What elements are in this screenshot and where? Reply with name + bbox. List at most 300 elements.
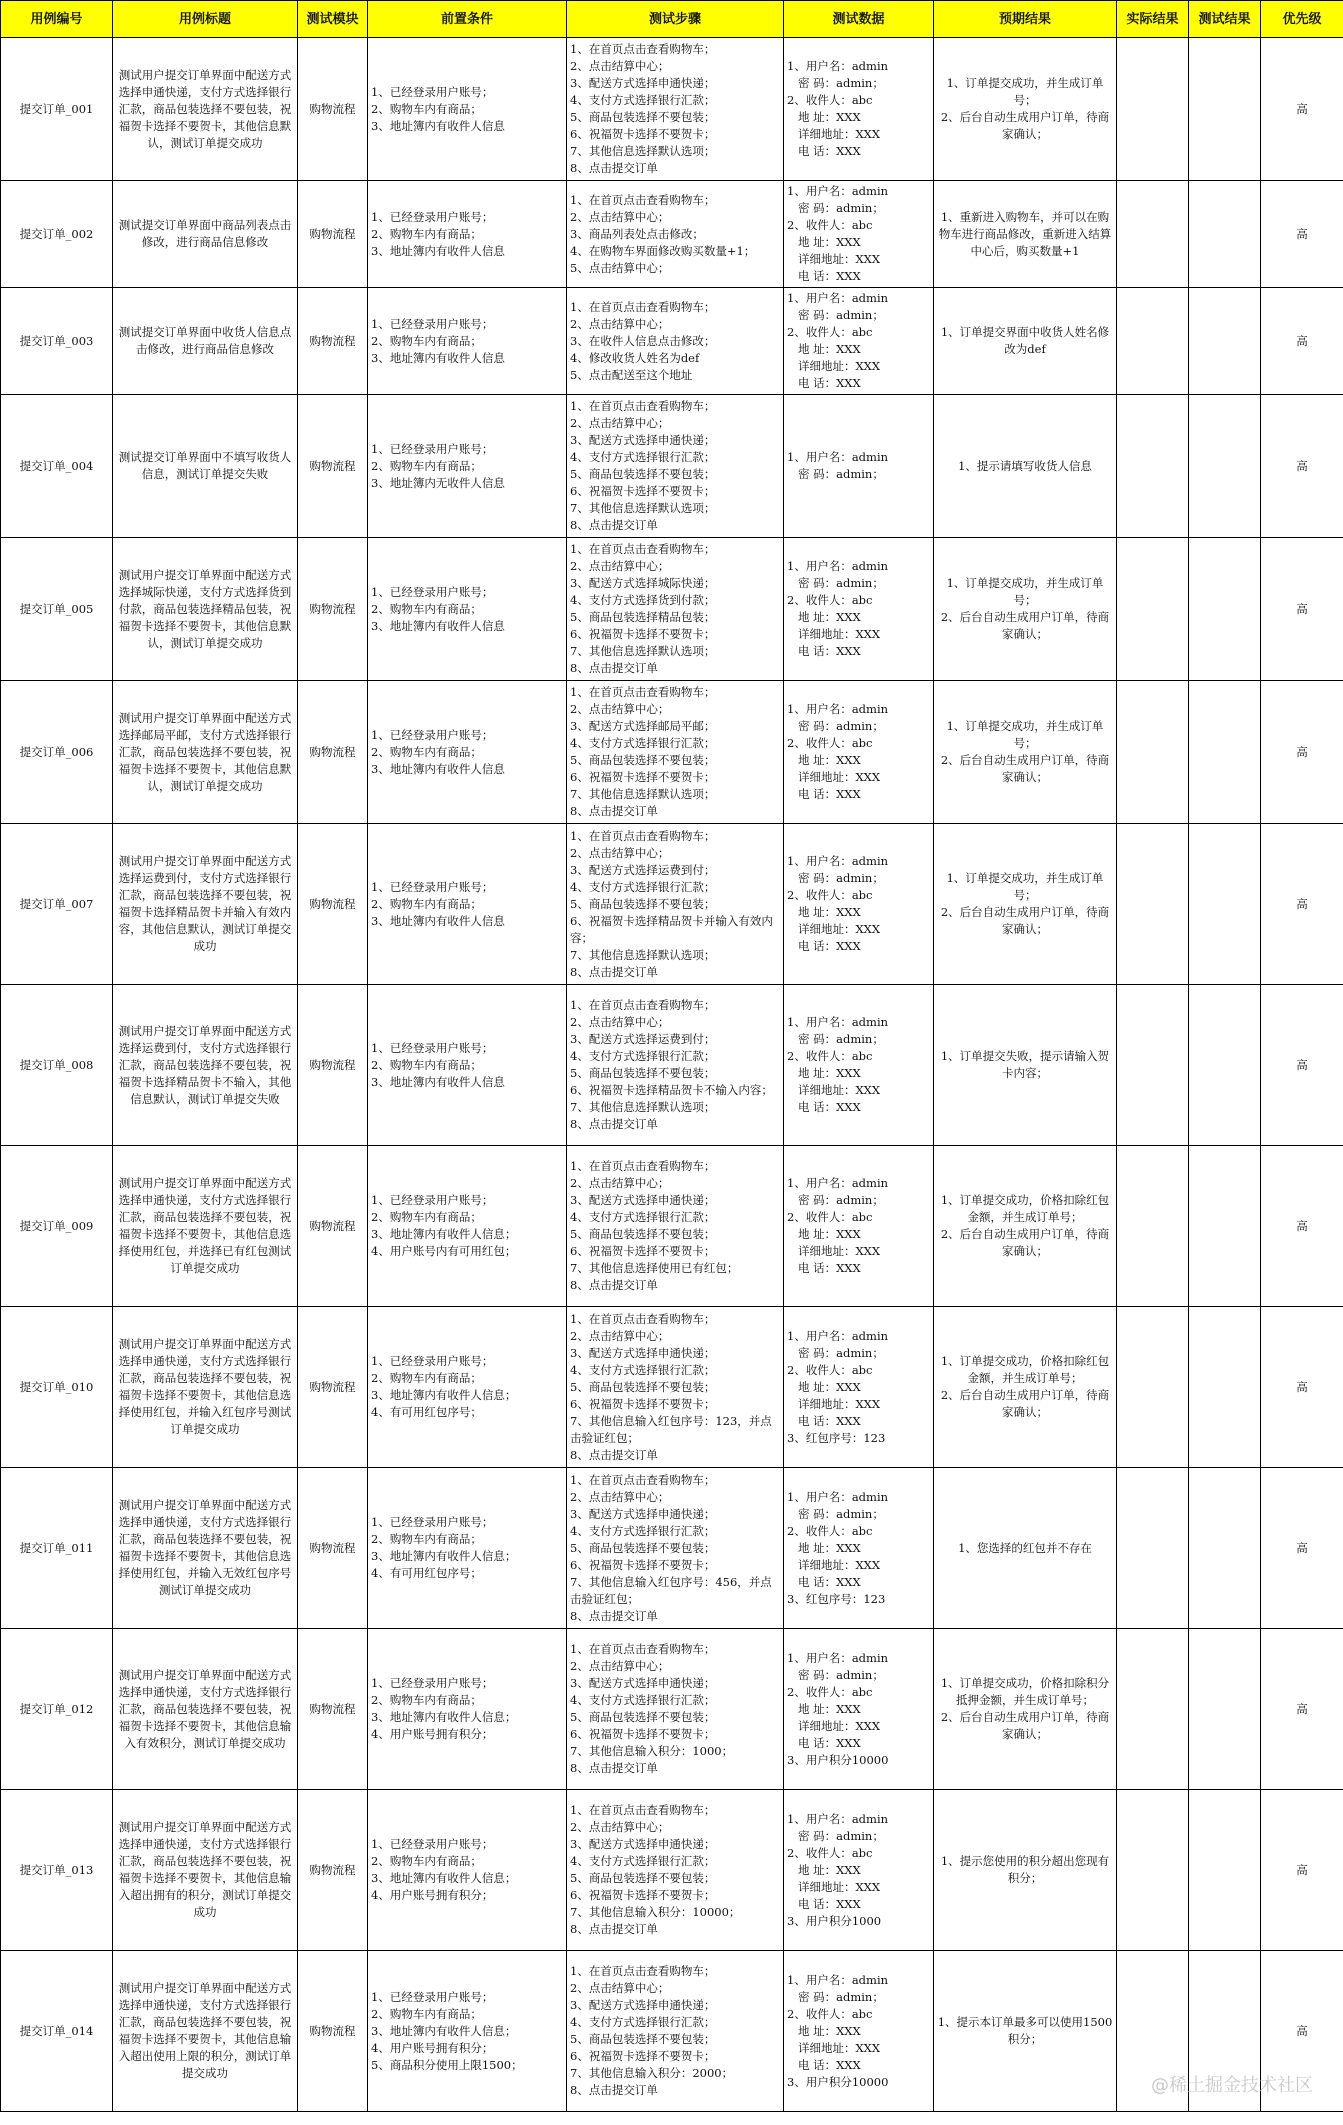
steps-cell-line: 3、在收件人信息点击修改； — [570, 333, 716, 348]
steps-cell-line: 1、在首页点击查看购物车； — [570, 1472, 716, 1487]
precondition-cell-line: 3、地址簿内有收件人信息 — [371, 1074, 505, 1089]
case-title-cell — [113, 1951, 298, 2112]
steps-cell-line: 2、点击结算中心； — [570, 1489, 670, 1504]
expected-result-cell-line: 2、后台自动生成用户订单，待商家确认； — [940, 610, 1110, 641]
test-data-cell-line: 密 码：admin； — [787, 1989, 884, 2004]
table-row — [1, 1468, 1343, 1629]
test-data-cell-line: 地 址：XXX — [787, 1066, 861, 1080]
precondition-cell-line: 4、用户账号内有可用红包； — [371, 1244, 517, 1258]
test-data-cell-line: 1、用户名：admin — [787, 702, 889, 716]
precondition-cell-line: 3、地址簿内有收件人信息 — [371, 913, 505, 928]
precondition-cell-line: 2、购物车内有商品； — [371, 1532, 482, 1546]
steps-cell-line: 5、商品包装选择精品包装； — [570, 610, 716, 624]
precondition-cell-line: 1、已经登录用户账号； — [371, 1193, 494, 1207]
precondition-cell-line: 1、已经登录用户账号； — [371, 209, 494, 224]
expected-result-cell-line: 1、订单提交成功，价格扣除红包金额，并生成订单号； — [940, 1354, 1110, 1385]
test-data-cell-line: 密 码：admin； — [787, 201, 884, 215]
test-data-cell-line: 1、用户名：admin — [787, 1489, 889, 1504]
table-row — [1, 1790, 1343, 1951]
steps-cell-line: 2、点击结算中心； — [570, 702, 670, 716]
case-title-cell — [113, 1307, 298, 1468]
case-id-cell: 提交订单_011 — [1, 1468, 113, 1629]
test-data-cell-line: 详细地址：XXX — [787, 627, 881, 641]
test-data-cell-line: 密 码：admin； — [787, 467, 884, 481]
test-data-cell-line: 2、收件人：abc — [787, 1049, 873, 1063]
test-data-cell-line: 密 码：admin； — [787, 1193, 884, 1207]
test-data-cell — [784, 1468, 934, 1629]
test-data-cell-line: 2、收件人：abc — [787, 93, 873, 107]
test-result-cell — [1189, 538, 1261, 681]
steps-cell-line: 5、点击配送至这个地址 — [570, 367, 693, 382]
test-data-cell-line: 电 话：XXX — [787, 144, 861, 158]
test-result-cell — [1189, 1307, 1261, 1468]
test-data-cell-line: 1、用户名：admin — [787, 1015, 889, 1029]
precondition-cell-line: 3、地址簿内有收件人信息 — [371, 761, 505, 776]
expected-result-cell-line: 2、后台自动生成用户订单，待商家确认； — [940, 1227, 1110, 1258]
steps-cell — [567, 985, 784, 1146]
steps-cell-line: 1、在首页点击查看购物车； — [570, 1642, 716, 1656]
watermark: @稀土掘金技术社区 — [1151, 2075, 1313, 2096]
precondition-cell-line: 2、购物车内有商品； — [371, 601, 482, 616]
precondition-cell-line: 4、有可用红包序号； — [371, 1566, 482, 1580]
test-data-cell-line: 电 话：XXX — [787, 644, 861, 658]
steps-cell-line: 1、在首页点击查看购物车； — [570, 399, 716, 413]
steps-cell-line: 7、其他信息选择默认选项； — [570, 644, 716, 658]
module-cell: 购物流程 — [298, 985, 368, 1146]
test-data-cell — [784, 1629, 934, 1790]
steps-cell-line: 3、配送方式选择申通快递； — [570, 1193, 716, 1207]
steps-cell-line: 2、点击结算中心； — [570, 1981, 670, 1995]
steps-cell-line: 6、祝福贺卡选择不要贺卡； — [570, 1727, 716, 1741]
test-data-cell-line: 2、收件人：abc — [787, 1845, 873, 1860]
header-cell: 实际结果 — [1117, 1, 1189, 38]
precondition-cell-line: 4、有可用红包序号； — [371, 1405, 482, 1419]
priority-cell: 高 — [1261, 1468, 1343, 1629]
table-row — [1, 1307, 1343, 1468]
steps-cell-line: 8、点击提交订单 — [570, 661, 658, 675]
case-title-text: 测试用户提交订单界面中配送方式选择申通快递，支付方式选择银行汇款，商品包装选择不要包装，祝福贺卡选择不要贺卡，其他信息选择使用红包，并输入无效红包序号测试订单提交成功 — [118, 1498, 292, 1597]
module-cell: 购物流程 — [298, 681, 368, 824]
steps-cell-line: 4、支付方式选择银行汇款； — [570, 2015, 716, 2029]
steps-cell-line: 3、商品列表处点击修改； — [570, 226, 704, 241]
steps-cell-line: 5、商品包装选择不要包装； — [570, 896, 716, 911]
steps-cell-line: 6、祝福贺卡选择不要贺卡； — [570, 127, 716, 141]
steps-cell-line: 5、商品包装选择不要包装； — [570, 1379, 716, 1394]
test-data-cell-line: 1、用户名：admin — [787, 854, 889, 868]
steps-cell-line: 7、其他信息输入积分：1000； — [570, 1744, 734, 1758]
test-data-cell — [784, 1307, 934, 1468]
test-result-cell — [1189, 1790, 1261, 1951]
test-result-cell — [1189, 681, 1261, 824]
precondition-cell-line: 3、地址簿内有收件人信息； — [371, 1227, 517, 1241]
precondition-cell — [368, 538, 567, 681]
test-data-cell-line: 电 话：XXX — [787, 1413, 861, 1428]
steps-cell — [567, 1146, 784, 1307]
precondition-cell-line: 1、已经登录用户账号； — [371, 727, 494, 742]
precondition-cell-line: 2、购物车内有商品； — [371, 101, 482, 116]
steps-cell — [567, 1951, 784, 2112]
test-data-cell-line: 地 址：XXX — [787, 110, 861, 124]
test-data-cell — [784, 1790, 934, 1951]
test-data-cell-line: 电 话：XXX — [787, 2057, 861, 2072]
steps-cell-line: 5、商品包装选择不要包装； — [570, 1710, 716, 1724]
steps-cell-line: 4、支付方式选择货到付款； — [570, 593, 716, 607]
test-data-cell-line: 3、用户积分1000 — [787, 1913, 882, 1928]
case-title-text: 测试用户提交订单界面中配送方式选择运费到付，支付方式选择银行汇款，商品包装选择不要包装，祝福贺卡选择精品贺卡不输入，其他信息默认，测试订单提交失败 — [118, 1023, 292, 1106]
expected-result-cell-line: 1、订单提交成功，价格扣除积分抵押金额，并生成订单号； — [940, 1676, 1110, 1707]
test-data-cell-line: 地 址：XXX — [787, 905, 861, 919]
steps-cell — [567, 1307, 784, 1468]
module-cell: 购物流程 — [298, 1307, 368, 1468]
steps-cell-line: 7、其他信息选择使用已有红包； — [570, 1261, 739, 1275]
table-row — [1, 288, 1343, 395]
test-data-cell-line: 电 话：XXX — [787, 787, 861, 801]
test-data-cell-line: 地 址：XXX — [787, 1379, 861, 1394]
steps-cell-line: 8、点击提交订单 — [570, 1761, 658, 1775]
steps-cell-line: 4、支付方式选择银行汇款； — [570, 1210, 716, 1224]
actual-result-cell — [1117, 181, 1189, 288]
expected-result-cell — [934, 1629, 1117, 1790]
steps-cell-line: 6、祝福贺卡选择精品贺卡不输入内容； — [570, 1083, 773, 1097]
test-data-cell-line: 密 码：admin； — [787, 871, 884, 885]
steps-cell-line: 8、点击提交订单 — [570, 161, 658, 175]
case-title-cell — [113, 824, 298, 985]
steps-cell-line: 2、点击结算中心； — [570, 1015, 670, 1029]
actual-result-cell — [1117, 288, 1189, 395]
expected-result-cell-line: 1、订单提交成功，并生成订单号； — [946, 871, 1104, 902]
test-data-cell — [784, 395, 934, 538]
table-row — [1, 1951, 1343, 2112]
steps-cell-line: 3、配送方式选择邮局平邮； — [570, 719, 716, 733]
steps-cell-line: 8、点击提交订单 — [570, 1922, 658, 1936]
steps-cell-line: 4、支付方式选择银行汇款； — [570, 1523, 716, 1538]
steps-cell-line: 1、在首页点击查看购物车； — [570, 1159, 716, 1173]
case-id-cell: 提交订单_014 — [1, 1951, 113, 2112]
case-title-text: 测试用户提交订单界面中配送方式选择邮局平邮，支付方式选择银行汇款，商品包装选择不要包装，祝福贺卡选择不要贺卡，其他信息默认，测试订单提交成功 — [118, 710, 292, 793]
steps-cell-line: 5、商品包装选择不要包装； — [570, 1540, 716, 1555]
expected-result-cell — [934, 395, 1117, 538]
precondition-cell-line: 3、地址簿内有收件人信息 — [371, 350, 505, 365]
case-title-cell — [113, 985, 298, 1146]
test-data-cell-line: 1、用户名：admin — [787, 1972, 889, 1987]
test-data-cell — [784, 288, 934, 395]
precondition-cell — [368, 395, 567, 538]
test-result-cell — [1189, 38, 1261, 181]
priority-cell: 高 — [1261, 38, 1343, 181]
steps-cell-line: 1、在首页点击查看购物车； — [570, 685, 716, 699]
test-data-cell-line: 电 话：XXX — [787, 1896, 861, 1911]
case-title-cell — [113, 395, 298, 538]
test-data-cell-line: 2、收件人：abc — [787, 736, 873, 750]
precondition-cell-line: 1、已经登录用户账号； — [371, 1515, 494, 1529]
steps-cell-line: 1、在首页点击查看购物车； — [570, 828, 716, 843]
module-cell: 购物流程 — [298, 1951, 368, 2112]
precondition-cell — [368, 1146, 567, 1307]
test-data-cell — [784, 181, 934, 288]
test-data-cell-line: 1、用户名：admin — [787, 1328, 889, 1343]
precondition-cell — [368, 1468, 567, 1629]
test-data-cell-line: 地 址：XXX — [787, 610, 861, 624]
steps-cell — [567, 288, 784, 395]
priority-cell: 高 — [1261, 681, 1343, 824]
expected-result-cell-line: 1、订单提交成功，并生成订单号； — [946, 719, 1104, 750]
case-title-cell — [113, 38, 298, 181]
precondition-cell-line: 1、已经登录用户账号； — [371, 1989, 494, 2004]
test-data-cell-line: 2、收件人：abc — [787, 1210, 873, 1224]
case-id-cell: 提交订单_004 — [1, 395, 113, 538]
case-title-cell — [113, 1468, 298, 1629]
expected-result-cell-line: 1、订单提交成功，并生成订单号； — [946, 76, 1104, 107]
test-data-cell-line: 1、用户名：admin — [787, 1811, 889, 1826]
steps-cell-line: 3、配送方式选择申通快递； — [570, 1345, 716, 1360]
expected-result-cell-line: 1、提示本订单最多可以使用1500积分； — [937, 2015, 1113, 2046]
test-data-cell-line: 电 话：XXX — [787, 1261, 861, 1275]
precondition-cell — [368, 1629, 567, 1790]
test-data-cell — [784, 38, 934, 181]
actual-result-cell — [1117, 681, 1189, 824]
test-data-cell-line: 详细地址：XXX — [787, 359, 881, 373]
test-data-cell-line: 2、收件人：abc — [787, 218, 873, 232]
test-data-cell-line: 详细地址：XXX — [787, 770, 881, 784]
header-cell: 前置条件 — [368, 1, 567, 38]
module-cell: 购物流程 — [298, 824, 368, 985]
steps-cell-line: 8、点击提交订单 — [570, 1117, 658, 1131]
test-data-cell-line: 地 址：XXX — [787, 2023, 861, 2038]
test-data-cell — [784, 824, 934, 985]
test-result-cell — [1189, 1146, 1261, 1307]
precondition-cell — [368, 985, 567, 1146]
module-cell: 购物流程 — [298, 288, 368, 395]
case-title-text: 测试提交订单界面中不填写收货人信息，测试订单提交失败 — [118, 450, 292, 481]
expected-result-cell — [934, 1146, 1117, 1307]
test-data-cell-line: 密 码：admin； — [787, 308, 884, 322]
precondition-cell-line: 2、购物车内有商品； — [371, 1057, 482, 1072]
precondition-cell-line: 3、地址簿内有收件人信息 — [371, 618, 505, 633]
module-cell: 购物流程 — [298, 181, 368, 288]
actual-result-cell — [1117, 395, 1189, 538]
steps-cell — [567, 824, 784, 985]
priority-cell: 高 — [1261, 1951, 1343, 2112]
expected-result-cell-line: 1、您选择的红包并不存在 — [958, 1540, 1092, 1555]
steps-cell-line: 3、配送方式选择城际快递； — [570, 576, 716, 590]
test-data-cell-line: 电 话：XXX — [787, 269, 861, 283]
expected-result-cell-line: 2、后台自动生成用户订单，待商家确认； — [940, 905, 1110, 936]
precondition-cell-line: 1、已经登录用户账号； — [371, 316, 494, 331]
case-title-text: 测试提交订单界面中收货人信息点击修改，进行商品信息修改 — [118, 325, 292, 356]
steps-cell-line: 6、祝福贺卡选择不要贺卡； — [570, 770, 716, 784]
expected-result-cell — [934, 985, 1117, 1146]
test-data-cell-line: 地 址：XXX — [787, 1862, 861, 1877]
steps-cell-line: 2、点击结算中心； — [570, 1820, 670, 1834]
header-cell: 测试模块 — [298, 1, 368, 38]
precondition-cell-line: 2、购物车内有商品； — [371, 896, 482, 911]
test-result-cell — [1189, 288, 1261, 395]
test-data-cell-line: 密 码：admin； — [787, 76, 884, 90]
case-id-cell: 提交订单_010 — [1, 1307, 113, 1468]
test-data-cell-line: 电 话：XXX — [787, 376, 861, 390]
steps-cell-line: 4、支付方式选择银行汇款； — [570, 736, 716, 750]
test-data-cell-line: 密 码：admin； — [787, 1506, 884, 1521]
steps-cell-line: 2、点击结算中心； — [570, 559, 670, 573]
steps-cell-line: 5、商品包装选择不要包装； — [570, 1066, 716, 1080]
test-data-cell-line: 2、收件人：abc — [787, 2006, 873, 2021]
module-cell: 购物流程 — [298, 538, 368, 681]
expected-result-cell — [934, 181, 1117, 288]
actual-result-cell — [1117, 985, 1189, 1146]
steps-cell-line: 5、商品包装选择不要包装； — [570, 110, 716, 124]
steps-cell-line: 1、在首页点击查看购物车； — [570, 542, 716, 556]
test-data-cell-line: 地 址：XXX — [787, 1227, 861, 1241]
steps-cell-line: 3、配送方式选择运费到付； — [570, 862, 716, 877]
precondition-cell — [368, 681, 567, 824]
steps-cell-line: 4、支付方式选择银行汇款； — [570, 1362, 716, 1377]
precondition-cell-line: 3、地址簿内无收件人信息 — [371, 475, 505, 490]
steps-cell-line: 2、点击结算中心； — [570, 416, 670, 430]
precondition-cell — [368, 288, 567, 395]
steps-cell-line: 7、其他信息选择默认选项； — [570, 501, 716, 515]
case-title-text: 测试用户提交订单界面中配送方式选择申通快递，支付方式选择银行汇款，商品包装选择不要包装，祝福贺卡选择不要贺卡，其他信息默认，测试订单提交成功 — [118, 67, 292, 150]
test-data-cell-line: 地 址：XXX — [787, 1540, 861, 1555]
expected-result-cell-line: 2、后台自动生成用户订单，待商家确认； — [940, 753, 1110, 784]
test-data-cell-line: 密 码：admin； — [787, 719, 884, 733]
steps-cell-line: 6、祝福贺卡选择不要贺卡； — [570, 2049, 716, 2063]
steps-cell — [567, 395, 784, 538]
steps-cell-line: 7、其他信息输入红包序号：456，并点击验证红包； — [570, 1574, 772, 1606]
module-cell: 购物流程 — [298, 395, 368, 538]
test-data-cell-line: 地 址：XXX — [787, 753, 861, 767]
precondition-cell-line: 1、已经登录用户账号； — [371, 441, 494, 456]
case-id-cell: 提交订单_001 — [1, 38, 113, 181]
steps-cell-line: 5、商品包装选择不要包装； — [570, 2032, 716, 2046]
precondition-cell-line: 2、购物车内有商品； — [371, 744, 482, 759]
case-id-cell: 提交订单_008 — [1, 985, 113, 1146]
module-cell: 购物流程 — [298, 1146, 368, 1307]
steps-cell — [567, 1629, 784, 1790]
test-data-cell-line: 密 码：admin； — [787, 1667, 884, 1682]
steps-cell-line: 1、在首页点击查看购物车； — [570, 998, 716, 1012]
test-data-cell-line: 电 话：XXX — [787, 1100, 861, 1114]
case-title-cell — [113, 538, 298, 681]
priority-cell: 高 — [1261, 1629, 1343, 1790]
expected-result-cell — [934, 1790, 1117, 1951]
precondition-cell-line: 2、购物车内有商品； — [371, 1693, 482, 1707]
steps-cell-line: 5、商品包装选择不要包装； — [570, 1871, 716, 1885]
steps-cell-line: 7、其他信息选择默认选项； — [570, 144, 716, 158]
case-title-text: 测试用户提交订单界面中配送方式选择申通快递，支付方式选择银行汇款，商品包装选择不要包装，祝福贺卡选择不要贺卡，其他信息输入有效积分，测试订单提交成功 — [118, 1667, 292, 1750]
precondition-cell-line: 1、已经登录用户账号； — [371, 879, 494, 894]
precondition-cell-line: 4、用户账号拥有积分； — [371, 2040, 494, 2055]
test-data-cell-line: 详细地址：XXX — [787, 1718, 881, 1733]
test-data-cell-line: 详细地址：XXX — [787, 1557, 881, 1572]
expected-result-cell — [934, 538, 1117, 681]
precondition-cell-line: 1、已经登录用户账号； — [371, 584, 494, 599]
steps-cell-line: 1、在首页点击查看购物车； — [570, 1803, 716, 1817]
test-data-cell-line: 密 码：admin； — [787, 576, 884, 590]
header-row — [1, 1, 1343, 38]
expected-result-cell — [934, 1468, 1117, 1629]
test-result-cell — [1189, 824, 1261, 985]
priority-cell: 高 — [1261, 288, 1343, 395]
precondition-cell-line: 4、用户账号拥有积分； — [371, 1727, 494, 1741]
steps-cell-line: 4、在购物车界面修改购买数量+1； — [570, 243, 756, 258]
precondition-cell — [368, 1790, 567, 1951]
steps-cell-line: 7、其他信息输入积分：2000； — [570, 2066, 734, 2080]
precondition-cell-line: 1、已经登录用户账号； — [371, 1354, 494, 1368]
table-row — [1, 38, 1343, 181]
table-body — [1, 38, 1343, 2112]
module-cell: 购物流程 — [298, 1790, 368, 1951]
table-row — [1, 395, 1343, 538]
test-data-cell-line: 电 话：XXX — [787, 939, 861, 953]
case-title-text: 测试用户提交订单界面中配送方式选择申通快递，支付方式选择银行汇款，商品包装选择不要包装，祝福贺卡选择不要贺卡，其他信息输入超出拥有的积分，测试订单提交成功 — [118, 1820, 292, 1919]
case-id-cell: 提交订单_002 — [1, 181, 113, 288]
case-title-text: 测试用户提交订单界面中配送方式选择申通快递，支付方式选择银行汇款，商品包装选择不要包装，祝福贺卡选择不要贺卡，其他信息输入超出使用上限的积分，测试订单提交成功 — [118, 1981, 292, 2080]
steps-cell-line: 4、支付方式选择银行汇款； — [570, 1693, 716, 1707]
steps-cell-line: 8、点击提交订单 — [570, 518, 658, 532]
steps-cell-line: 5、商品包装选择不要包装； — [570, 753, 716, 767]
test-result-cell — [1189, 1629, 1261, 1790]
precondition-cell-line: 2、购物车内有商品； — [371, 333, 482, 348]
steps-cell-line: 1、在首页点击查看购物车； — [570, 1311, 716, 1326]
test-data-cell-line: 2、收件人：abc — [787, 1684, 873, 1699]
steps-cell-line: 3、配送方式选择申通快递； — [570, 1676, 716, 1690]
steps-cell-line: 1、在首页点击查看购物车； — [570, 299, 716, 314]
test-data-cell-line: 电 话：XXX — [787, 1574, 861, 1589]
test-data-cell-line: 详细地址：XXX — [787, 252, 881, 266]
test-data-cell-line: 密 码：admin； — [787, 1032, 884, 1046]
steps-cell-line: 8、点击提交订单 — [570, 804, 658, 818]
precondition-cell-line: 3、地址簿内有收件人信息 — [371, 243, 505, 258]
steps-cell-line: 4、支付方式选择银行汇款； — [570, 879, 716, 894]
table-row — [1, 824, 1343, 985]
test-data-cell-line: 3、红包序号：123 — [787, 1430, 886, 1445]
precondition-cell — [368, 1951, 567, 2112]
case-title-text: 测试用户提交订单界面中配送方式选择申通快递，支付方式选择银行汇款，商品包装选择不要包装，祝福贺卡选择不要贺卡，其他信息选择使用红包，并输入红包序号测试订单提交成功 — [118, 1337, 292, 1436]
test-data-cell-line: 2、收件人：abc — [787, 1362, 873, 1377]
test-result-cell — [1189, 395, 1261, 538]
priority-cell: 高 — [1261, 824, 1343, 985]
actual-result-cell — [1117, 824, 1189, 985]
precondition-cell-line: 1、已经登录用户账号； — [371, 1040, 494, 1055]
steps-cell-line: 4、支付方式选择银行汇款； — [570, 93, 716, 107]
steps-cell-line: 8、点击提交订单 — [570, 964, 658, 979]
expected-result-cell-line: 1、提示您使用的积分超出您现有积分； — [940, 1854, 1110, 1885]
steps-cell-line: 6、祝福贺卡选择不要贺卡； — [570, 1888, 716, 1902]
steps-cell-line: 4、支付方式选择银行汇款； — [570, 450, 716, 464]
test-data-cell-line: 密 码：admin； — [787, 1345, 884, 1360]
precondition-cell-line: 4、用户账号拥有积分； — [371, 1888, 494, 1902]
steps-cell-line: 3、配送方式选择申通快递； — [570, 1837, 716, 1851]
test-data-cell-line: 详细地址：XXX — [787, 2040, 881, 2055]
header-cell: 测试结果 — [1189, 1, 1261, 38]
precondition-cell-line: 1、已经登录用户账号； — [371, 1837, 494, 1851]
priority-cell: 高 — [1261, 1307, 1343, 1468]
test-data-cell-line: 地 址：XXX — [787, 1701, 861, 1716]
header-cell: 用例编号 — [1, 1, 113, 38]
test-data-cell-line: 3、红包序号：123 — [787, 1591, 886, 1606]
module-cell: 购物流程 — [298, 1629, 368, 1790]
test-data-cell-line: 地 址：XXX — [787, 342, 861, 356]
steps-cell-line: 7、其他信息选择默认选项； — [570, 1100, 716, 1114]
steps-cell-line: 8、点击提交订单 — [570, 1447, 658, 1462]
steps-cell-line: 2、点击结算中心； — [570, 1328, 670, 1343]
test-data-cell-line: 1、用户名：admin — [787, 291, 889, 305]
precondition-cell-line: 2、购物车内有商品； — [371, 1210, 482, 1224]
precondition-cell-line: 2、购物车内有商品； — [371, 226, 482, 241]
test-data-cell-line: 详细地址：XXX — [787, 1879, 881, 1894]
expected-result-cell — [934, 681, 1117, 824]
test-data-cell-line: 2、收件人：abc — [787, 1523, 873, 1538]
